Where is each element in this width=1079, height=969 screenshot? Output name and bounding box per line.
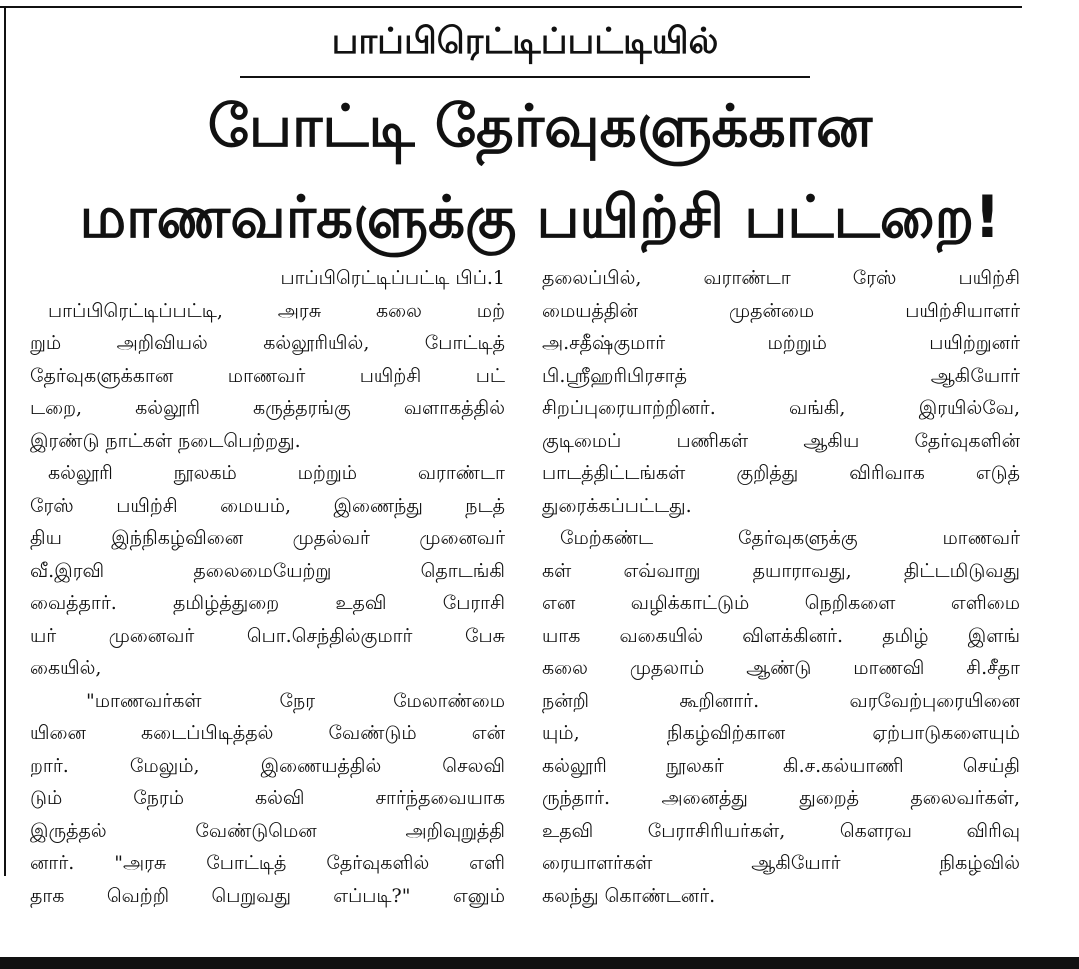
body-line: என வழிக்காட்டும் நெறிகளை எளிமை xyxy=(542,592,1020,614)
body-line: பாடத்திட்டங்கள் குறித்து விரிவாக எடுத் xyxy=(542,462,1020,484)
left-border-rule xyxy=(4,6,6,876)
body-line: பி.ஸ்ரீஹரிபிரசாத் ஆகியோர் xyxy=(542,364,1020,387)
body-line: இருத்தல் வேண்டுமென அறிவுறுத்தி xyxy=(30,819,505,842)
article-left-column xyxy=(30,262,505,912)
body-line: சிறப்புரையாற்றினர். வங்கி, இரயில்வே, xyxy=(542,397,1020,419)
body-line: துரைக்கப்பட்டது. xyxy=(542,494,692,517)
body-line: தாக வெற்றி பெறுவது எப்படி?" எனும் xyxy=(30,884,505,907)
body-line: வைத்தார். தமிழ்த்துறை உதவி பேராசி xyxy=(30,592,505,614)
body-line: யர் முனைவர் பொ.செந்தில்குமார் பேசு xyxy=(30,624,505,647)
body-line: உதவி பேராசிரியர்கள், கௌரவ விரிவு xyxy=(542,819,1020,842)
body-line: தேர்வுகளுக்கான மாணவர் பயிற்சி பட் xyxy=(30,364,505,387)
body-line: வீ.இரவி தலைமையேற்று தொடங்கி xyxy=(30,559,505,582)
body-line: கள் எவ்வாறு தயாராவது, திட்டமிடுவது xyxy=(542,559,1020,582)
body-line: டும் நேரம் கல்வி சார்ந்தவையாக xyxy=(30,787,505,809)
body-line: கையில், xyxy=(30,657,102,679)
body-line: "மாணவர்கள் நேர மேலாண்மை xyxy=(86,689,505,712)
body-line: றும் அறிவியல் கல்லூரியில், போட்டித் xyxy=(30,332,505,354)
body-line: கலை முதலாம் ஆண்டு மாணவி சி.சீதா xyxy=(542,657,1020,679)
dateline: பாப்பிரெட்டிப்பட்டி பிப்.1 xyxy=(280,267,505,289)
body-line: கல்லூரி நூலகர் கி.ச.கல்யாணி செய்தி xyxy=(542,754,1020,777)
bottom-border-bar xyxy=(0,957,1079,969)
body-line: அ.சதீஷ்குமார் மற்றும் பயிற்றுனர் xyxy=(542,332,1020,354)
body-line: இரண்டு நாட்கள் நடைபெற்றது. xyxy=(30,429,301,452)
body-line: யும், நிகழ்விற்கான ஏற்பாடுகளையும் xyxy=(542,722,1020,744)
kicker-underline xyxy=(240,76,810,78)
body-line: தலைப்பில், வராண்டா ரேஸ் பயிற்சி xyxy=(542,267,1020,289)
article-right-column xyxy=(542,262,1020,912)
headline-line-2: மாணவர்களுக்கு பயிற்சி பட்டறை! xyxy=(79,183,1001,251)
body-line: குடிமைப் பணிகள் ஆகிய தேர்வுகளின் xyxy=(542,429,1020,452)
body-line: நன்றி கூறினார். வரவேற்புரையினை xyxy=(542,689,1020,712)
headline-line-1: போட்டி தேர்வுகளுக்கான xyxy=(207,92,873,160)
body-line: யினை கடைப்பிடித்தல் வேண்டும் என் xyxy=(30,722,505,744)
body-line: ரையாளர்கள் ஆகியோர் நிகழ்வில் xyxy=(542,852,1020,874)
body-line: யாக வகையில் விளக்கினர். தமிழ் இளங் xyxy=(542,624,1020,647)
body-line: கலந்து கொண்டனர். xyxy=(542,884,716,907)
kicker-headline: பாப்பிரெட்டிப்பட்டியில் xyxy=(331,21,719,62)
body-line: மேற்கண்ட தேர்வுகளுக்கு மாணவர் xyxy=(560,527,1020,549)
body-line: பாப்பிரெட்டிப்பட்டி, அரசு கலை மற் xyxy=(48,299,505,322)
body-line: னார். "அரசு போட்டித் தேர்வுகளில் எளி xyxy=(30,852,505,874)
body-line: ருந்தார். அனைத்து துறைத் தலைவர்கள், xyxy=(542,787,1020,809)
body-line: டறை, கல்லூரி கருத்தரங்கு வளாகத்தில் xyxy=(30,397,505,419)
body-line: மையத்தின் முதன்மை பயிற்சியாளர் xyxy=(542,299,1020,322)
body-line: ரேஸ் பயிற்சி மையம், இணைந்து நடத் xyxy=(30,494,505,517)
body-line: திய இந்நிகழ்வினை முதல்வர் முனைவர் xyxy=(30,527,505,549)
body-line: றார். மேலும், இணையத்தில் செலவி xyxy=(30,754,505,777)
body-line: கல்லூரி நூலகம் மற்றும் வராண்டா xyxy=(48,462,505,484)
top-border-rule xyxy=(0,6,1022,8)
